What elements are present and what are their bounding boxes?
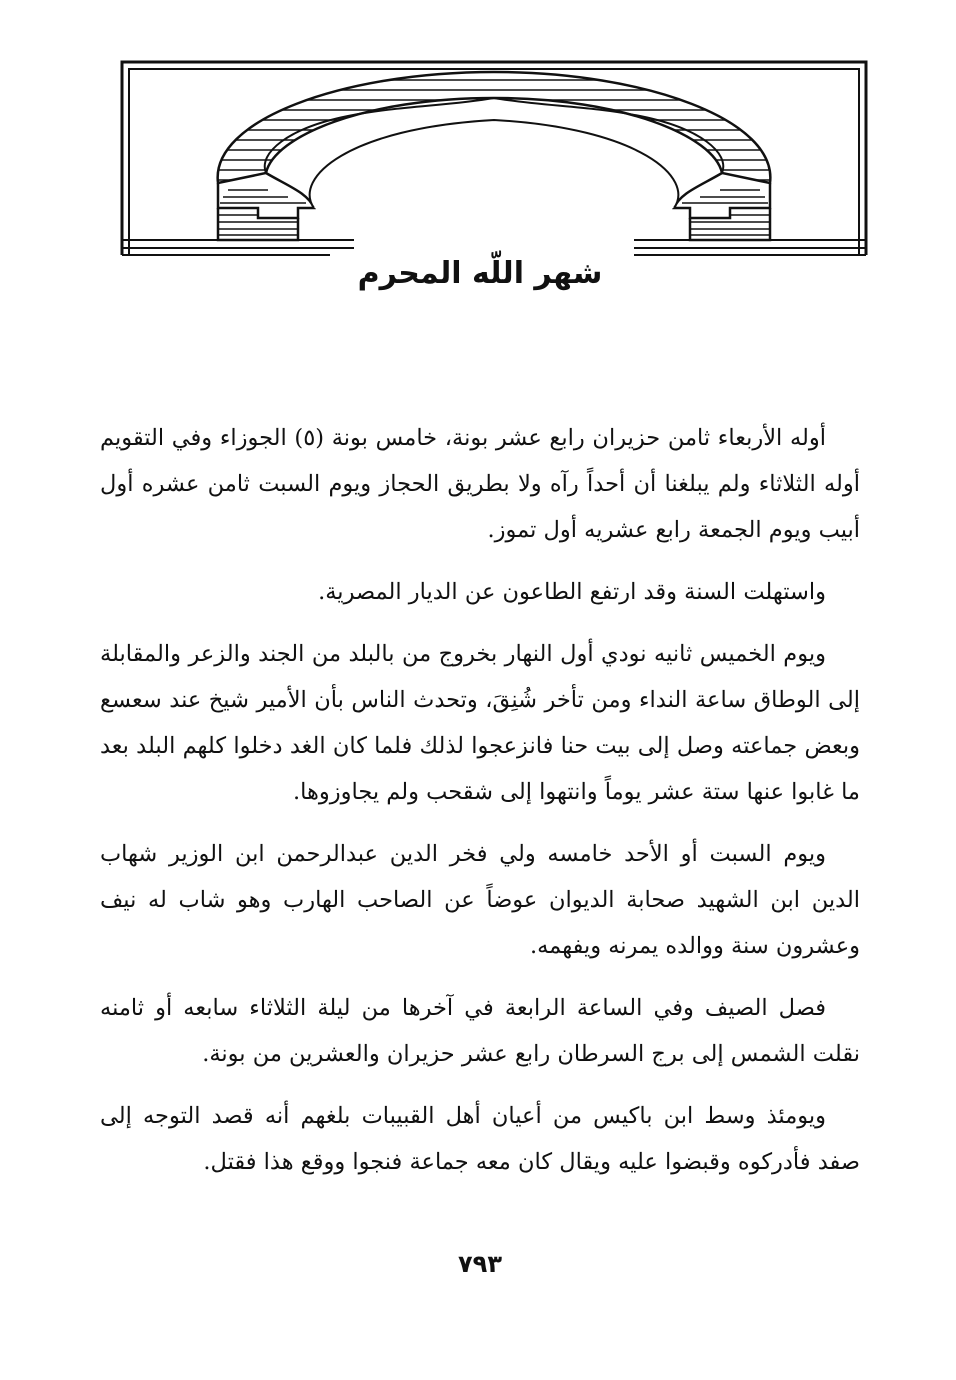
chapter-title: شهر اللّه المحرم	[330, 250, 630, 298]
paragraph: ويوم السبت أو الأحد خامسه ولي فخر الدين عبدالرحمن ابن الوزير شهاب الدين ابن الشهيد صحابة الديوان عوضاً عن الصاحب الهارب وهو شاب له نيف وعشرون سنة ووالده يمرنه ويفهمه.	[100, 841, 860, 959]
paragraph: أوله الأربعاء ثامن حزيران رابع عشر بونة، خامس بونة (٥) الجوزاء وفي التقويم أوله الثلاثاء ولم يبلغنا أن أحداً رآه ولا بطريق الحجاز ويوم السبت ثامن عشره أول أبيب ويوم الجمعة رابع عشريه أول تموز.	[100, 425, 860, 543]
paragraph: ويوم الخميس ثانيه نودي أول النهار بخروج من بالبلد من الجند والزعر والمقابلة إلى الوطاق ساعة النداء ومن تأخر شُنِقَ، وتحدث الناس بأن الأمير شيخ عند سعسع وبعض جماعته وصل إلى بيت حنا فانزعجوا لذلك فلما كان الغد دخلوا كلهم البلد بعد ما غابوا عنها ستة عشر يوماً وانتهوا إلى شقحب ولم يجاوزوها.	[100, 641, 860, 805]
paragraph: فصل الصيف وفي الساعة الرابعة في آخرها من ليلة الثلاثاء سابعه أو ثامنه نقلت الشمس إلى برج السرطان رابع عشر حزيران والعشرين من بونة.	[100, 995, 860, 1067]
paragraph: واستهلت السنة وقد ارتفع الطاعون عن الديار المصرية.	[318, 579, 826, 605]
chapter-header-ornament	[118, 58, 870, 273]
paragraph: ويومئذ وسط ابن باكيس من أعيان أهل القبيبات بلغهم أنه قصد التوجه إلى صفد فأدركوه وقبضوا عليه ويقال كان معه جماعة فنجوا ووقع هذا فقتل.	[100, 1103, 860, 1175]
body-text	[100, 415, 860, 1201]
page-number: ٧٩٣	[458, 1250, 502, 1278]
